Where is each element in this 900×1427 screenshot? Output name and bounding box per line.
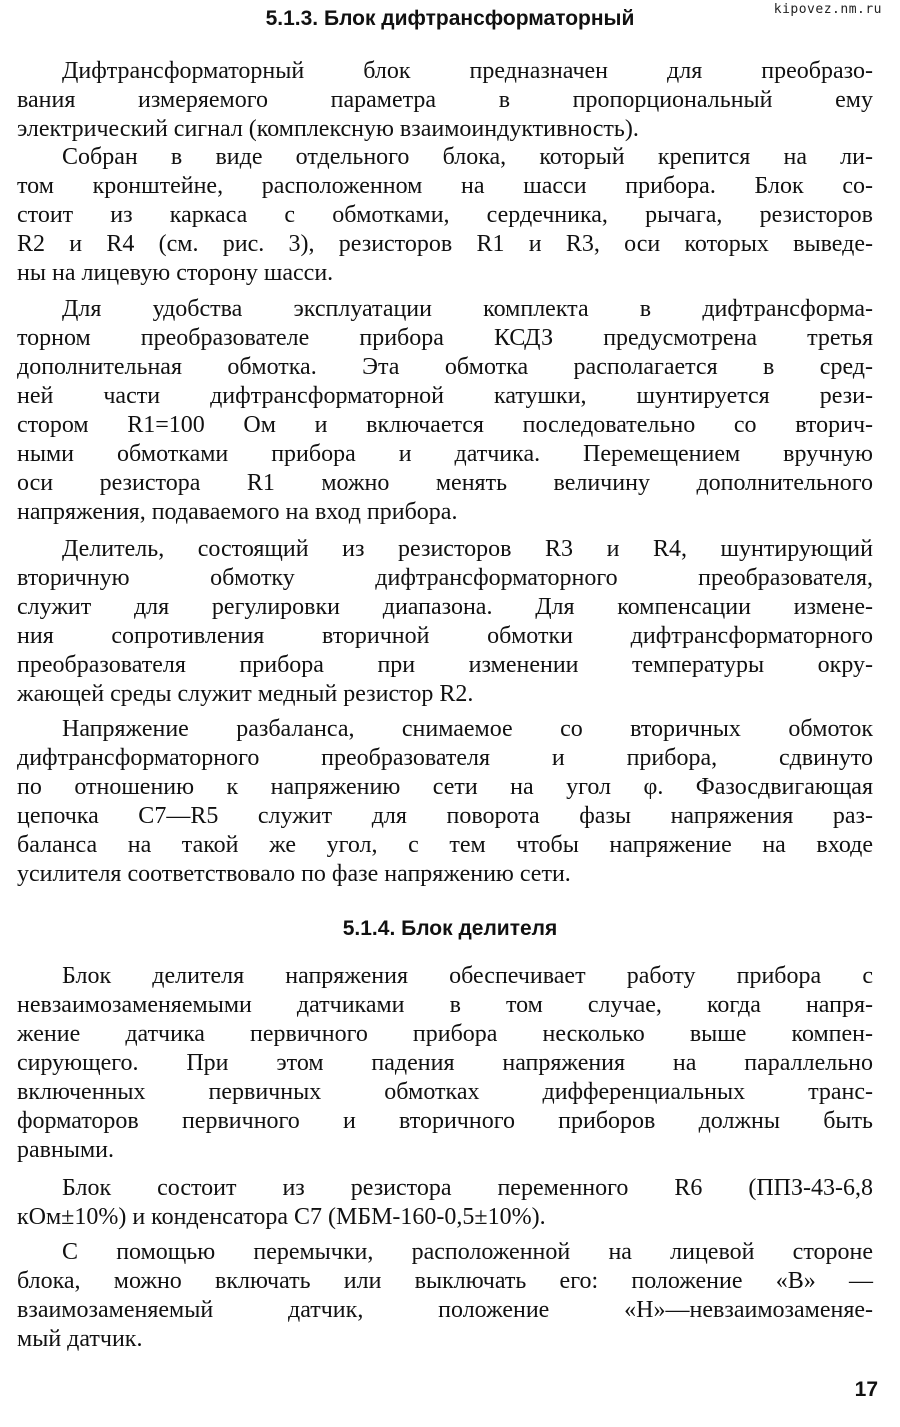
text-line: Дифтрансформаторный блок предназначен для преобразо-: [62, 58, 873, 84]
paragraph: [17, 715, 873, 889]
page-number: 17: [854, 1378, 878, 1401]
paragraph: [17, 57, 873, 144]
text-line: кОм±10%) и конденсатора C7 (МБМ-160-0,5±10%).: [17, 1204, 546, 1230]
text-line: цепочка C7—R5 служит для поворота фазы напряжения раз-: [17, 803, 873, 829]
text-line: сирующего. При этом падения напряжения на параллельно: [17, 1050, 873, 1076]
text-line: Для удобства эксплуатации комплекта в дифтрансформа-: [62, 296, 873, 322]
text-line: ными обмотками прибора и датчика. Перемещением вручную: [17, 441, 873, 467]
watermark: kipovez.nm.ru: [773, 2, 882, 17]
text-line: том кронштейне, расположенном на шасси прибора. Блок со-: [17, 173, 873, 199]
text-line: форматоров первичного и вторичного приборов должны быть: [17, 1108, 873, 1134]
paragraph: [17, 535, 873, 709]
text-line: преобразователя прибора при изменении температуры окру-: [17, 652, 873, 678]
text-line: стоит из каркаса с обмотками, сердечника, рычага, резисторов: [17, 202, 873, 228]
text-line: жающей среды служит медный резистор R2.: [17, 681, 474, 707]
text-line: Блок делителя напряжения обеспечивает работу прибора с: [62, 963, 873, 989]
text-line: вания измеряемого параметра в пропорциональный ему: [17, 87, 873, 113]
section-heading-5-1-4: 5.1.4. Блок делителя: [342, 917, 558, 940]
text-line: вторичную обмотку дифтрансформаторного преобразователя,: [17, 565, 873, 591]
text-line: служит для регулировки диапазона. Для компенсации измене-: [17, 594, 873, 620]
text-line: Собран в виде отдельного блока, который крепится на ли-: [62, 144, 873, 170]
text-line: ны на лицевую сторону шасси.: [17, 260, 334, 286]
text-line: ней части дифтрансформаторной катушки, шунтируется рези-: [17, 383, 873, 409]
text-line: торном преобразователе прибора КСДЗ предусмотрена третья: [17, 325, 873, 351]
text-line: R2 и R4 (см. рис. 3), резисторов R1 и R3, оси которых выведе-: [17, 231, 873, 257]
text-line: по отношению к напряжению сети на угол φ. Фазосдвигающая: [17, 774, 873, 800]
paragraph: [17, 1174, 873, 1232]
text-line: взаимозаменяемый датчик, положение «Н»—невзаимозаменяе-: [17, 1297, 873, 1323]
text-line: ния сопротивления вторичной обмотки дифтрансформаторного: [17, 623, 873, 649]
paragraph: [17, 962, 873, 1165]
text-line: дополнительная обмотка. Эта обмотка располагается в сред-: [17, 354, 873, 380]
text-line: блока, можно включать или выключать его: положение «В» —: [17, 1268, 873, 1294]
text-line: усилителя соответствовало по фазе напряжению сети.: [17, 861, 571, 887]
text-line: мый датчик.: [17, 1326, 143, 1352]
text-line: стором R1=100 Ом и включается последовательно со вторич-: [17, 412, 873, 438]
text-line: электрический сигнал (комплексную взаимоиндуктивность).: [17, 116, 639, 142]
text-line: Делитель, состоящий из резисторов R3 и R4, шунтирующий: [62, 536, 873, 562]
text-line: равными.: [17, 1137, 114, 1163]
paragraph: [17, 143, 873, 288]
text-line: включенных первичных обмотках дифференциальных транс-: [17, 1079, 873, 1105]
text-line: оси резистора R1 можно менять величину дополнительного: [17, 470, 873, 496]
paragraph: [17, 1238, 873, 1354]
text-line: Блок состоит из резистора переменного R6 (ППЗ-43-6,8: [62, 1175, 873, 1201]
text-line: напряжения, подаваемого на вход прибора.: [17, 499, 458, 525]
text-line: дифтрансформаторного преобразователя и прибора, сдвинуто: [17, 745, 873, 771]
text-line: жение датчика первичного прибора несколько выше компен-: [17, 1021, 873, 1047]
text-line: невзаимозаменяемыми датчиками в том случае, когда напря-: [17, 992, 873, 1018]
paragraph: [17, 295, 873, 527]
section-heading-5-1-3: 5.1.3. Блок дифтрансформаторный: [265, 7, 635, 30]
text-line: баланса на такой же угол, с тем чтобы напряжение на входе: [17, 832, 873, 858]
text-line: С помощью перемычки, расположенной на лицевой стороне: [62, 1239, 873, 1265]
text-line: Напряжение разбаланса, снимаемое со вторичных обмоток: [62, 716, 873, 742]
